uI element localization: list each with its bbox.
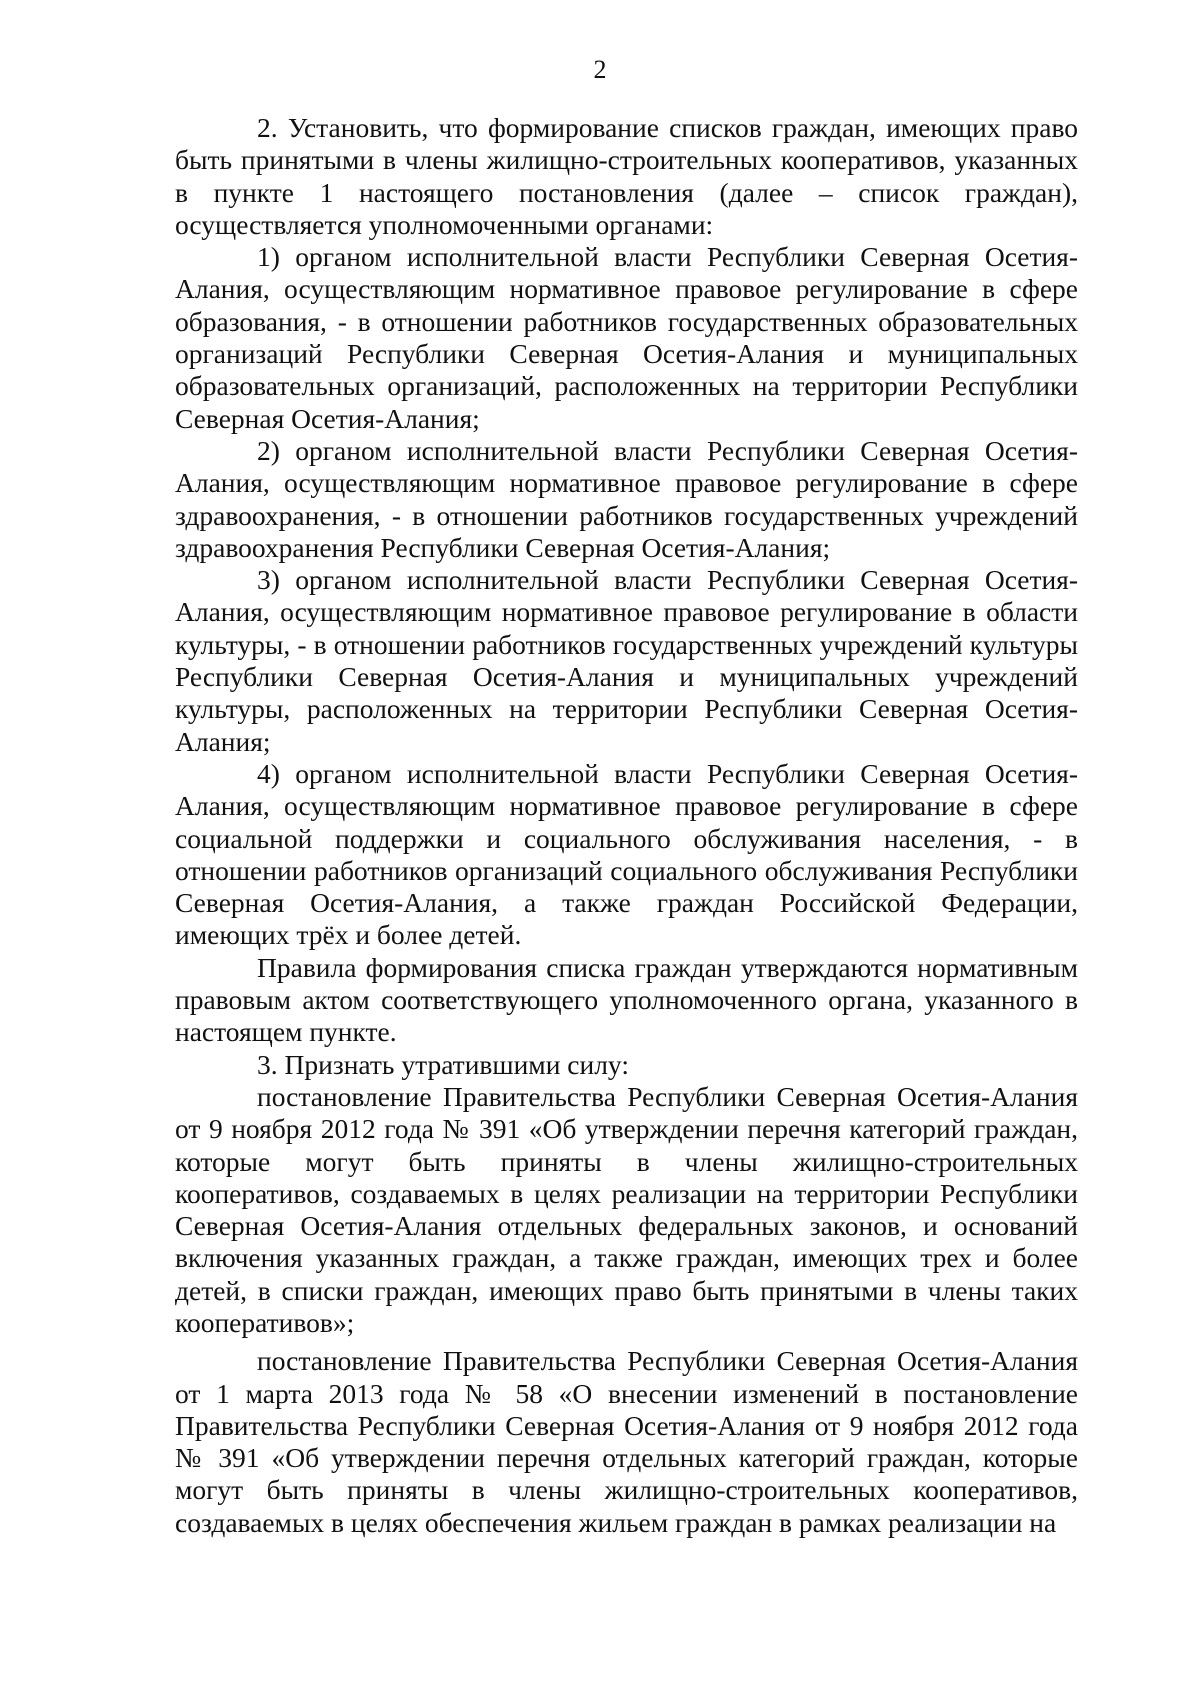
document-body	[175, 112, 1078, 1539]
paragraph-repealed-391: постановление Правительства Республики Северная Осетия-Алания от 9 ноября 2012 года № 391 «Об утверждении перечня категорий граждан, которые могут быть приняты в члены жилищно-строительных кооперативов, создаваемых в целях реализации на территории Республики Северная Осетия-Алания отдельных федеральных законов, и оснований включения указанных граждан, а также граждан, имеющих трех и более детей, в списки граждан, имеющих право быть принятыми в члены таких кооперативов»;	[175, 1080, 1078, 1338]
paragraph-item-3: 3) органом исполнительной власти Республики Северная Осетия-Алания, осуществляющим нормативное правовое регулирование в области культуры, - в отношении работников государственных учреждений культуры Республики Северная Осетия-Алания и муниципальных учреждений культуры, расположенных на территории Республики Северная Осетия-Алания;	[175, 564, 1078, 757]
paragraph-repealed-58: постановление Правительства Республики Северная Осетия-Алания от 1 марта 2013 года № 58 «О внесении изменений в постановление Правительства Республики Северная Осетия-Алания от 9 ноября 2012 года № 391 «Об утверждении перечня отдельных категорий граждан, которые могут быть приняты в члены жилищно-строительных кооперативов, создаваемых в целях обеспечения жильем граждан в рамках реализации на	[175, 1345, 1078, 1538]
paragraph-item-4: 4) органом исполнительной власти Республики Северная Осетия-Алания, осуществляющим нормативное правовое регулирование в сфере социальной поддержки и социального обслуживания населения, - в отношении работников организаций социального обслуживания Республики Северная Осетия-Алания, а также граждан Российской Федерации, имеющих трёх и более детей.	[175, 757, 1078, 951]
page-number: 2	[593, 55, 607, 84]
paragraph-clause-2: 2. Установить, что формирование списков граждан, имеющих право быть принятыми в члены жилищно-строительных кооперативов, указанных в пункте 1 настоящего постановления (далее – список граждан), осуществляется уполномоченными органами:	[175, 112, 1078, 240]
paragraph-item-2: 2) органом исполнительной власти Республики Северная Осетия-Алания, осуществляющим нормативное правовое регулирование в сфере здравоохранения, - в отношении работников государственных учреждений здравоохранения Республики Северная Осетия-Алания;	[175, 434, 1078, 563]
paragraph-item-1: 1) органом исполнительной власти Республики Северная Осетия-Алания, осуществляющим нормативное правовое регулирование в сфере образования, - в отношении работников государственных образовательных организаций Республики Северная Осетия-Алания и муниципальных образовательных организаций, расположенных на территории Республики Северная Осетия-Алания;	[175, 241, 1078, 434]
paragraph-rules: Правила формирования списка граждан утверждаются нормативным правовым актом соответствующего уполномоченного органа, указанного в настоящем пункте.	[175, 951, 1078, 1048]
paragraph-clause-3: 3. Признать утратившими силу:	[257, 1048, 629, 1080]
